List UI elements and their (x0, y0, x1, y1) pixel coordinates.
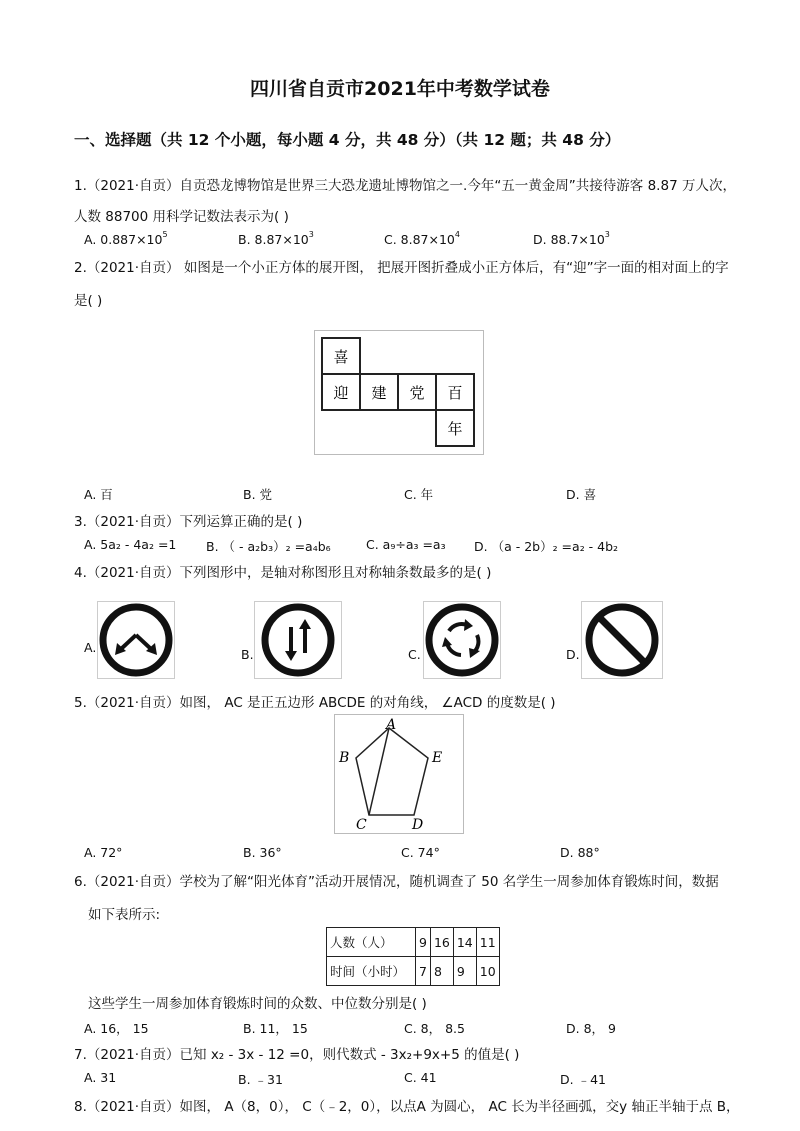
q4-label-b: B. (241, 647, 254, 662)
table-cell: 14 (453, 928, 476, 957)
net-cell-3: 建 (371, 384, 387, 402)
q3-text: 3.（2021·自贡）下列运算正确的是( ) (74, 514, 303, 530)
table-cell: 8 (430, 957, 453, 986)
table-header-cell: 人数（人） (327, 928, 416, 957)
q1-option-a: A. $0.887\times 10^5$ (84, 230, 168, 247)
table-header-cell: 时间（小时） (327, 957, 416, 986)
table-cell: 7 (416, 957, 431, 986)
q1-option-c: C. $8.87\times 10^4$ (384, 230, 460, 247)
table-cell: 9 (416, 928, 431, 957)
q5-text: 5.（2021·自贡）如图， AC 是正五边形 ABCDE 的对角线， ∠ACD 的度数是( ) (74, 695, 556, 711)
q2-option-d: D. 喜 (566, 487, 597, 502)
q7-option-d: D. ﹣41 (560, 1072, 606, 1087)
q5-option-a: A. 72° (84, 845, 123, 860)
q6-text-line3: 这些学生一周参加体育锻炼时间的众数、中位数分别是( ) (88, 996, 427, 1012)
net-cell-4: 党 (409, 384, 425, 402)
vertex-e-label: E (432, 750, 443, 766)
net-cell-1: 喜 (333, 348, 349, 366)
q6-data-table (326, 927, 500, 986)
q5-option-b: B. 36° (243, 845, 282, 860)
q1-option-b: B. $8.87\times 10^3$ (238, 230, 314, 247)
q3-option-b: B. （ - a₂b₃）₂ =a₄b₆ (206, 539, 331, 554)
table-cell: 11 (476, 928, 499, 957)
cube-net-figure (314, 330, 484, 455)
q5-option-d: D. 88° (560, 845, 600, 860)
q6-option-d: D. 8， 9 (566, 1021, 616, 1036)
q2-text-line1: 2.（2021·自贡） 如图是一个小正方体的展开图， 把展开图折叠成小正方体后，有“迎”字一面的相对面上的字 (74, 260, 729, 276)
net-cell-5: 百 (447, 384, 463, 402)
table-row (327, 957, 500, 986)
section-heading: 一、选择题（共 12 个小题，每小题 4 分，共 48 分）（共 12 题；共 48 分） (74, 131, 621, 149)
q1-text-line2: 人数 88700 用科学记数法表示为( ) (74, 209, 289, 225)
q2-option-c: C. 年 (404, 487, 434, 502)
q3-option-c: C. a₉÷a₃ =a₃ (366, 537, 446, 552)
q4-label-a: A. (84, 640, 97, 655)
q6-text-line1: 6.（2021·自贡）学校为了解“阳光体育”活动开展情况，随机调查了 50 名学生一周参加体育锻炼时间，数据 (74, 874, 719, 890)
two-way-traffic-sign-icon (254, 601, 342, 679)
vertex-a-label: A (386, 717, 397, 733)
q5-option-c: C. 74° (401, 845, 440, 860)
q6-option-c: C. 8， 8.5 (404, 1021, 465, 1036)
q1-option-d: D. $88.7\times 10^3$ (533, 230, 610, 247)
q7-text: 7.（2021·自贡）已知 x₂ - 3x - 12 =0，则代数式 - 3x₂+9x+5 的值是( ) (74, 1047, 520, 1063)
q3-option-a: A. 5a₂ - 4a₂ =1 (84, 537, 177, 552)
q3-option-d: D. （a - 2b）₂ =a₂ - 4b₂ (474, 539, 619, 554)
roundabout-sign-icon (423, 601, 501, 679)
table-row (327, 928, 500, 957)
q7-option-b: B. ﹣31 (238, 1072, 283, 1087)
q1-text-line1: 1.（2021·自贡）自贡恐龙博物馆是世界三大恐龙遗址博物馆之一.今年“五一黄金周”共接待游客 8.87 万人次， (74, 178, 736, 194)
vertex-c-label: C (356, 817, 367, 833)
q4-text: 4.（2021·自贡）下列图形中，是轴对称图形且对称轴条数最多的是( ) (74, 565, 492, 581)
page-title: 四川省自贡市2021年中考数学试卷 (250, 78, 550, 100)
table-cell: 10 (476, 957, 499, 986)
q2-option-b: B. 党 (243, 487, 273, 502)
pentagon-figure (334, 714, 464, 834)
q2-option-a: A. 百 (84, 487, 113, 502)
table-cell: 16 (430, 928, 453, 957)
net-cell-2: 迎 (333, 384, 349, 402)
q6-option-a: A. 16， 15 (84, 1021, 149, 1036)
q6-text-line2: 如下表所示: (88, 907, 161, 923)
q7-option-c: C. 41 (404, 1070, 437, 1085)
vertex-d-label: D (412, 817, 424, 833)
net-cell-6: 年 (447, 420, 463, 438)
q4-label-d: D. (566, 647, 580, 662)
vertex-b-label: B (339, 750, 350, 766)
q2-text-line2: 是( ) (74, 293, 103, 309)
q7-option-a: A. 31 (84, 1070, 117, 1085)
q4-label-c: C. (408, 647, 421, 662)
q8-text: 8.（2021·自贡）如图， A（8，0）， C（﹣2，0），以点A 为圆心， AC 长为半径画弧，交y 轴正半轴于点 B， (74, 1099, 740, 1115)
prohibition-sign-icon (581, 601, 663, 679)
table-cell: 9 (453, 957, 476, 986)
q6-option-b: B. 11， 15 (243, 1021, 308, 1036)
no-turn-sign-icon (97, 601, 175, 679)
